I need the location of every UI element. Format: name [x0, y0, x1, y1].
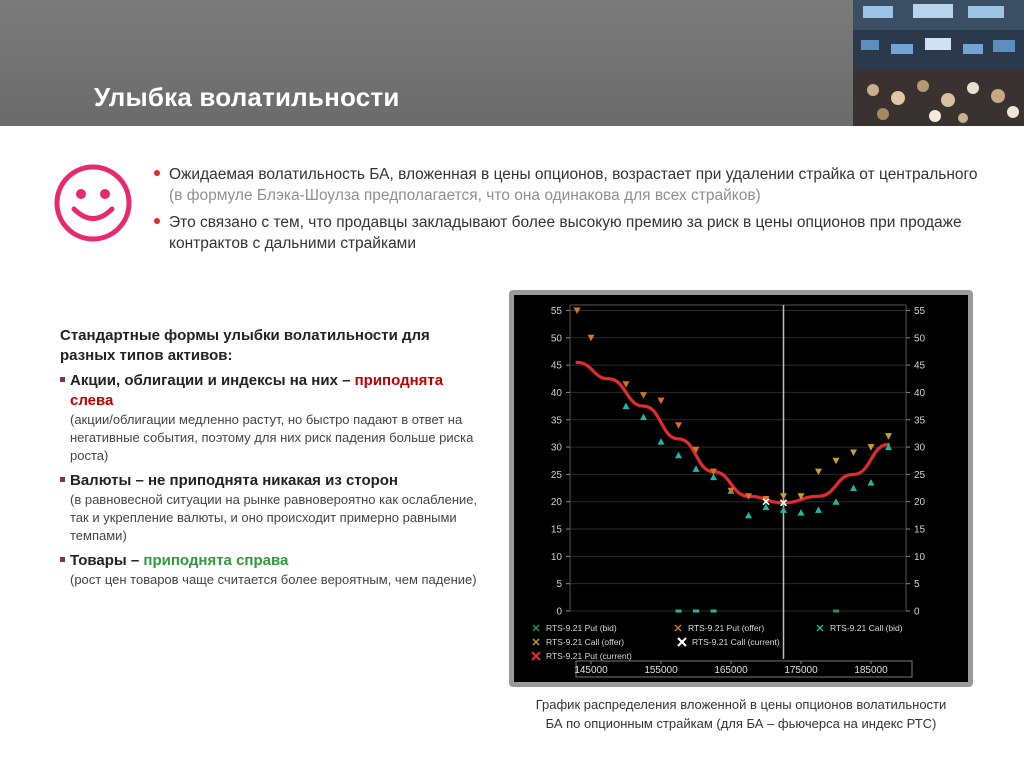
item-heading: Валюты – не приподнята никакая из сторон	[70, 472, 398, 489]
y-tick-label-right: 45	[914, 360, 926, 372]
y-tick-label-left: 50	[550, 333, 562, 345]
y-tick-label-right: 50	[914, 333, 926, 345]
item-description: (акции/облигации медленно растут, но быстро падают в ответ на негативные события, поэтому для них риск падения больше риска роста)	[70, 412, 474, 463]
y-tick-label-right: 15	[914, 524, 926, 536]
x-tick-label: 145000	[574, 665, 608, 676]
intro-bullets	[153, 164, 983, 260]
zero-bid-mark	[711, 610, 717, 613]
item-highlight: приподнята справа	[143, 552, 289, 569]
item-heading-text: Акции, облигации и индексы на них –	[70, 372, 355, 389]
item-heading-text: Товары –	[70, 552, 144, 569]
square-bullet-icon	[60, 377, 65, 382]
bullet-note: (в формуле Блэка-Шоулза предполагается, что она одинакова для всех страйков)	[169, 187, 761, 204]
y-tick-label-right: 20	[914, 497, 926, 509]
y-tick-label-left: 20	[550, 497, 562, 509]
x-tick-label: 185000	[854, 665, 888, 676]
x-tick-label: 165000	[714, 665, 748, 676]
y-tick-label-left: 30	[550, 442, 562, 454]
legend-label: RTS-9.21 Put (bid)	[546, 623, 617, 633]
bullet-dot-icon	[154, 170, 160, 176]
bullet-text: Ожидаемая волатильность БА, вложенная в цены опционов, возрастает при удалении страйка от центрального	[169, 166, 978, 183]
y-tick-label-right: 40	[914, 387, 926, 399]
chart-caption	[496, 695, 986, 733]
zero-bid-mark	[833, 610, 839, 613]
square-bullet-icon	[60, 477, 65, 482]
smile-forms-section	[60, 326, 480, 595]
legend-label: RTS-9.21 Put (offer)	[688, 623, 765, 633]
forms-title: Стандартные формы улыбки волатильности для разных типов активов:	[60, 327, 430, 364]
item-description: (в равновесной ситуации на рынке равновероятно как ослабление, так и укрепление валюты, и оно происходит примерно равными темпами)	[70, 492, 478, 543]
list-item-commodities	[60, 551, 480, 589]
y-tick-label-left: 55	[550, 305, 562, 317]
y-tick-label-right: 30	[914, 442, 926, 454]
bullet-implied-volatility	[153, 164, 983, 206]
item-heading	[70, 551, 480, 571]
item-heading	[70, 371, 480, 411]
y-tick-label-right: 35	[914, 415, 926, 427]
slide-title: Улыбка волатильности	[94, 82, 400, 112]
volatility-smile-chart	[514, 295, 968, 682]
x-tick-label: 175000	[784, 665, 818, 676]
x-tick-label: 155000	[644, 665, 678, 676]
item-highlight: приподнята слева	[70, 372, 444, 409]
y-tick-label-left: 45	[550, 360, 562, 372]
zero-bid-mark	[676, 610, 682, 613]
y-tick-label-right: 5	[914, 579, 920, 591]
y-tick-label-right: 0	[914, 606, 920, 618]
y-tick-label-left: 35	[550, 415, 562, 427]
y-tick-label-left: 40	[550, 387, 562, 399]
legend-label: RTS-9.21 Call (offer)	[546, 637, 625, 647]
legend-label: RTS-9.21 Put (current)	[546, 651, 632, 661]
bullet-text: Это связано с тем, что продавцы закладывают более высокую премию за риск в цены опционов при продаже контрактов с дальними страйками	[169, 214, 962, 252]
list-item-currencies	[60, 471, 480, 545]
legend-label: RTS-9.21 Call (current)	[692, 637, 780, 647]
y-tick-label-right: 10	[914, 551, 926, 563]
y-tick-label-right: 55	[914, 305, 926, 317]
bullet-dot-icon	[154, 218, 160, 224]
smiley-icon	[52, 162, 134, 244]
y-tick-label-left: 15	[550, 524, 562, 536]
legend-label: RTS-9.21 Call (bid)	[830, 623, 903, 633]
y-tick-label-left: 0	[556, 606, 562, 618]
zero-bid-mark	[693, 610, 699, 613]
bullet-risk-premium	[153, 212, 983, 254]
item-description: (рост цен товаров чаще считается более вероятным, чем падение)	[70, 572, 477, 587]
y-tick-label-left: 10	[550, 551, 562, 563]
caption-line-1: График распределения вложенной в цены опционов волатильности	[535, 697, 947, 712]
y-tick-label-left: 5	[556, 579, 562, 591]
trading-floor-photo	[853, 0, 1024, 126]
list-item-stocks	[60, 371, 480, 465]
caption-line-2: БА по опционным страйкам (для БА – фьючерса на индекс РТС)	[545, 716, 937, 731]
square-bullet-icon	[60, 557, 65, 562]
y-tick-label-right: 25	[914, 469, 926, 481]
y-tick-label-left: 25	[550, 469, 562, 481]
volatility-chart-frame	[509, 290, 973, 687]
